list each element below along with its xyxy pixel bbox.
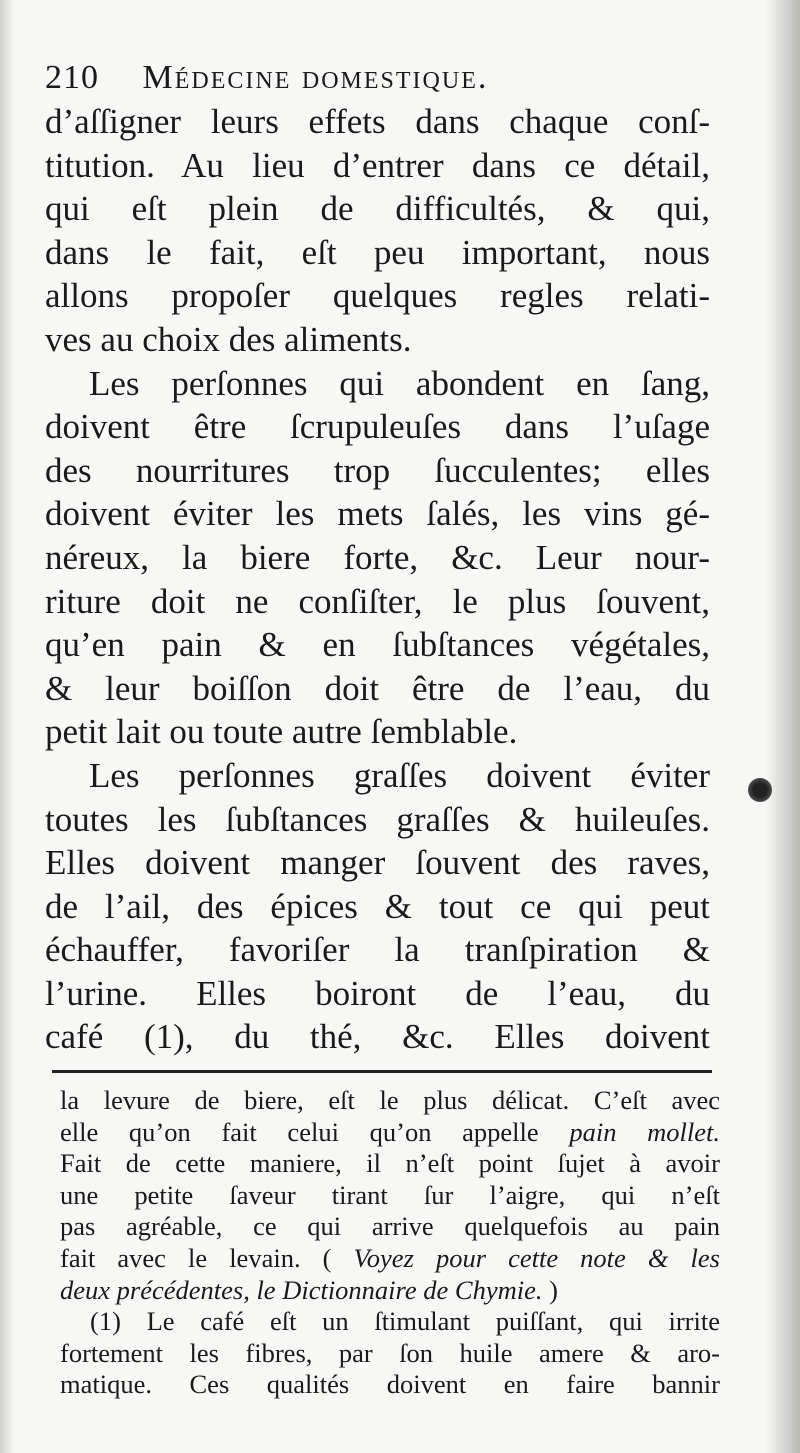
footnote-text: ) [549, 1274, 558, 1305]
footnote-line: (1) Le café eſt un ſtimulant puiſſant, qui irrite [90, 1306, 720, 1337]
page-number: 210 [45, 59, 99, 96]
footnote-line: matique. Ces qualités doivent en faire bannir [60, 1369, 720, 1400]
text-line: l’urine. Elles boiront de l’eau, du [45, 973, 710, 1013]
text-line: de l’ail, des épices & tout ce qui peut [45, 886, 710, 926]
main-text [45, 100, 710, 1059]
footnote-line: pas agréable, ce qui arrive quelquefois au pain [60, 1211, 720, 1242]
text-line: qu’en pain & en ſubſtances végétales, [45, 625, 710, 665]
footnote-line: Fait de cette maniere, il n’eſt point ſujet à avoir [60, 1148, 720, 1179]
footnote-line: une petite ſaveur tirant ſur l’aigre, qui n’eſt [60, 1179, 720, 1210]
text-line: doivent éviter les mets ſalés, les vins gé- [45, 494, 710, 534]
footnote-line: fortement les fibres, par ſon huile amere & aro- [60, 1337, 720, 1368]
footnote-line [60, 1243, 720, 1275]
text-line: & leur boiſſon doit être de l’eau, du [45, 668, 710, 708]
text-line: dans le fait, eſt peu important, nous [45, 232, 710, 272]
text-line: riture doit ne conſiſter, le plus ſouvent, [45, 581, 710, 621]
footnote-line [60, 1275, 720, 1307]
footnote-text: elle qu’on fait celui qu’on appelle [60, 1116, 539, 1147]
page-edge-shadow [766, 0, 800, 1453]
footnote-italic-text: Voyez pour cette note & les [353, 1242, 720, 1273]
text-line: d’aſſigner leurs effets dans chaque conſ- [45, 102, 710, 141]
text-line: Les perſonnes graſſes doivent éviter [89, 755, 710, 795]
text-line: néreux, la biere forte, &c. Leur nour- [45, 537, 710, 577]
footnote-line [60, 1117, 720, 1149]
text-line: Elles doivent manger ſouvent des raves, [45, 843, 710, 883]
footnote-italic-text: pain mollet. [569, 1116, 720, 1147]
page-gutter-shadow [0, 0, 14, 1453]
running-header [45, 58, 488, 98]
text-line: toutes les ſubſtances graſſes & huileuſes. [45, 799, 710, 839]
text-line: café (1), du thé, &c. Elles doivent [45, 1017, 710, 1057]
text-line: qui eſt plein de difficultés, & qui, [45, 189, 710, 229]
text-line: échauffer, favoriſer la tranſpiration & [45, 930, 710, 970]
text-line: doivent être ſcrupuleuſes dans l’uſage [45, 407, 710, 447]
text-line: des nourritures trop ſucculentes; elles [45, 450, 710, 490]
footnote-rule [52, 1070, 712, 1073]
text-line: titution. Au lieu d’entrer dans ce détail, [45, 145, 710, 185]
text-line: petit lait ou toute autre ſemblable. [45, 712, 518, 752]
footnotes [60, 1085, 720, 1401]
footnote-text: fait avec le levain. ( [60, 1242, 332, 1273]
ink-blot [748, 778, 772, 802]
footnote-line: la levure de biere, eſt le plus délicat. C’eſt avec [60, 1085, 720, 1115]
footnote-italic-text: deux précédentes, le Dictionnaire de Chymie. [60, 1274, 543, 1305]
text-line: Les perſonnes qui abondent en ſang, [89, 363, 710, 403]
text-line: allons propoſer quelques regles relati- [45, 276, 710, 316]
running-title: Médecine domestique. [142, 59, 489, 96]
text-line: ves au choix des aliments. [45, 319, 412, 359]
